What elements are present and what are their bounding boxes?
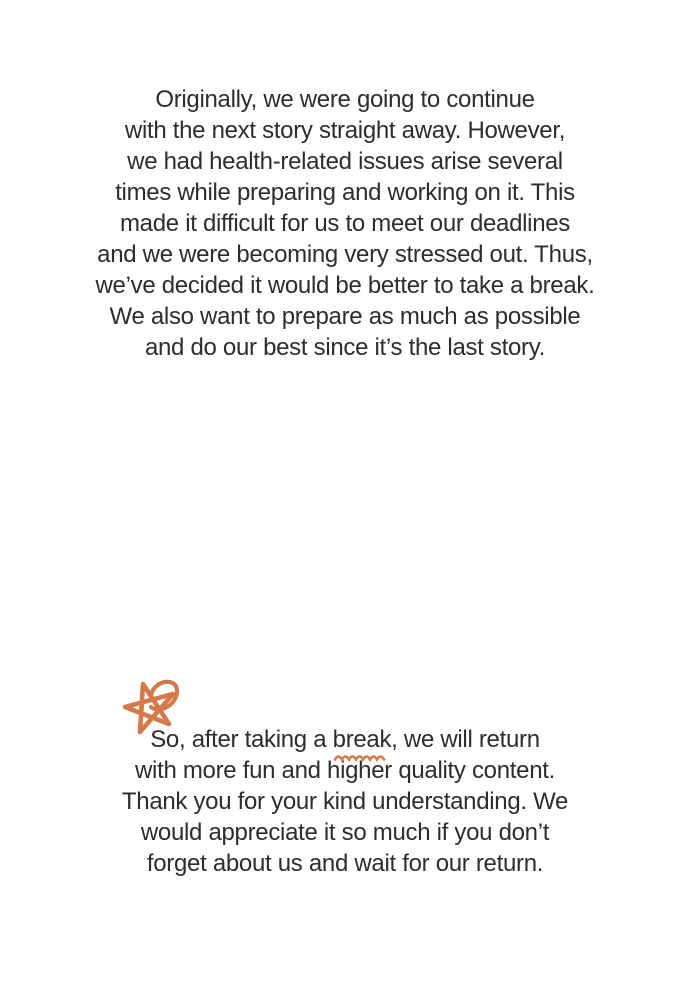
text-line: with the next story straight away. However, (124, 117, 566, 144)
text-line: and we were becoming very stressed out. Thus, (97, 241, 593, 268)
text-line: made it difficult for us to meet our deadlines (119, 210, 570, 237)
text-line: times while preparing and working on it. This (115, 179, 575, 206)
text-line: Thank you for your kind understanding. We (121, 788, 569, 815)
text-segment: break, (332, 726, 398, 753)
text-line: we’ve decided it would be better to take a break. (95, 272, 595, 299)
text-line: we had health-related issues arise several (127, 148, 563, 175)
text-segment: So, after taking a (150, 726, 333, 753)
text-line: forget about us and wait for our return. (146, 850, 544, 877)
text-line: We also want to prepare as much as possible (109, 303, 581, 330)
text-line: would appreciate it so much if you don’t (140, 819, 550, 846)
text-line: Originally, we were going to continue (155, 86, 535, 113)
text-line (0, 724, 690, 755)
paragraph-hiatus-reason (0, 84, 690, 363)
paragraph-return-promise (0, 724, 690, 879)
text-line: with more fun and higher quality content. (135, 757, 555, 784)
text-segment: we will return (397, 726, 540, 753)
text-line: and do our best since it’s the last story. (144, 334, 546, 361)
underlined-word (333, 724, 398, 755)
